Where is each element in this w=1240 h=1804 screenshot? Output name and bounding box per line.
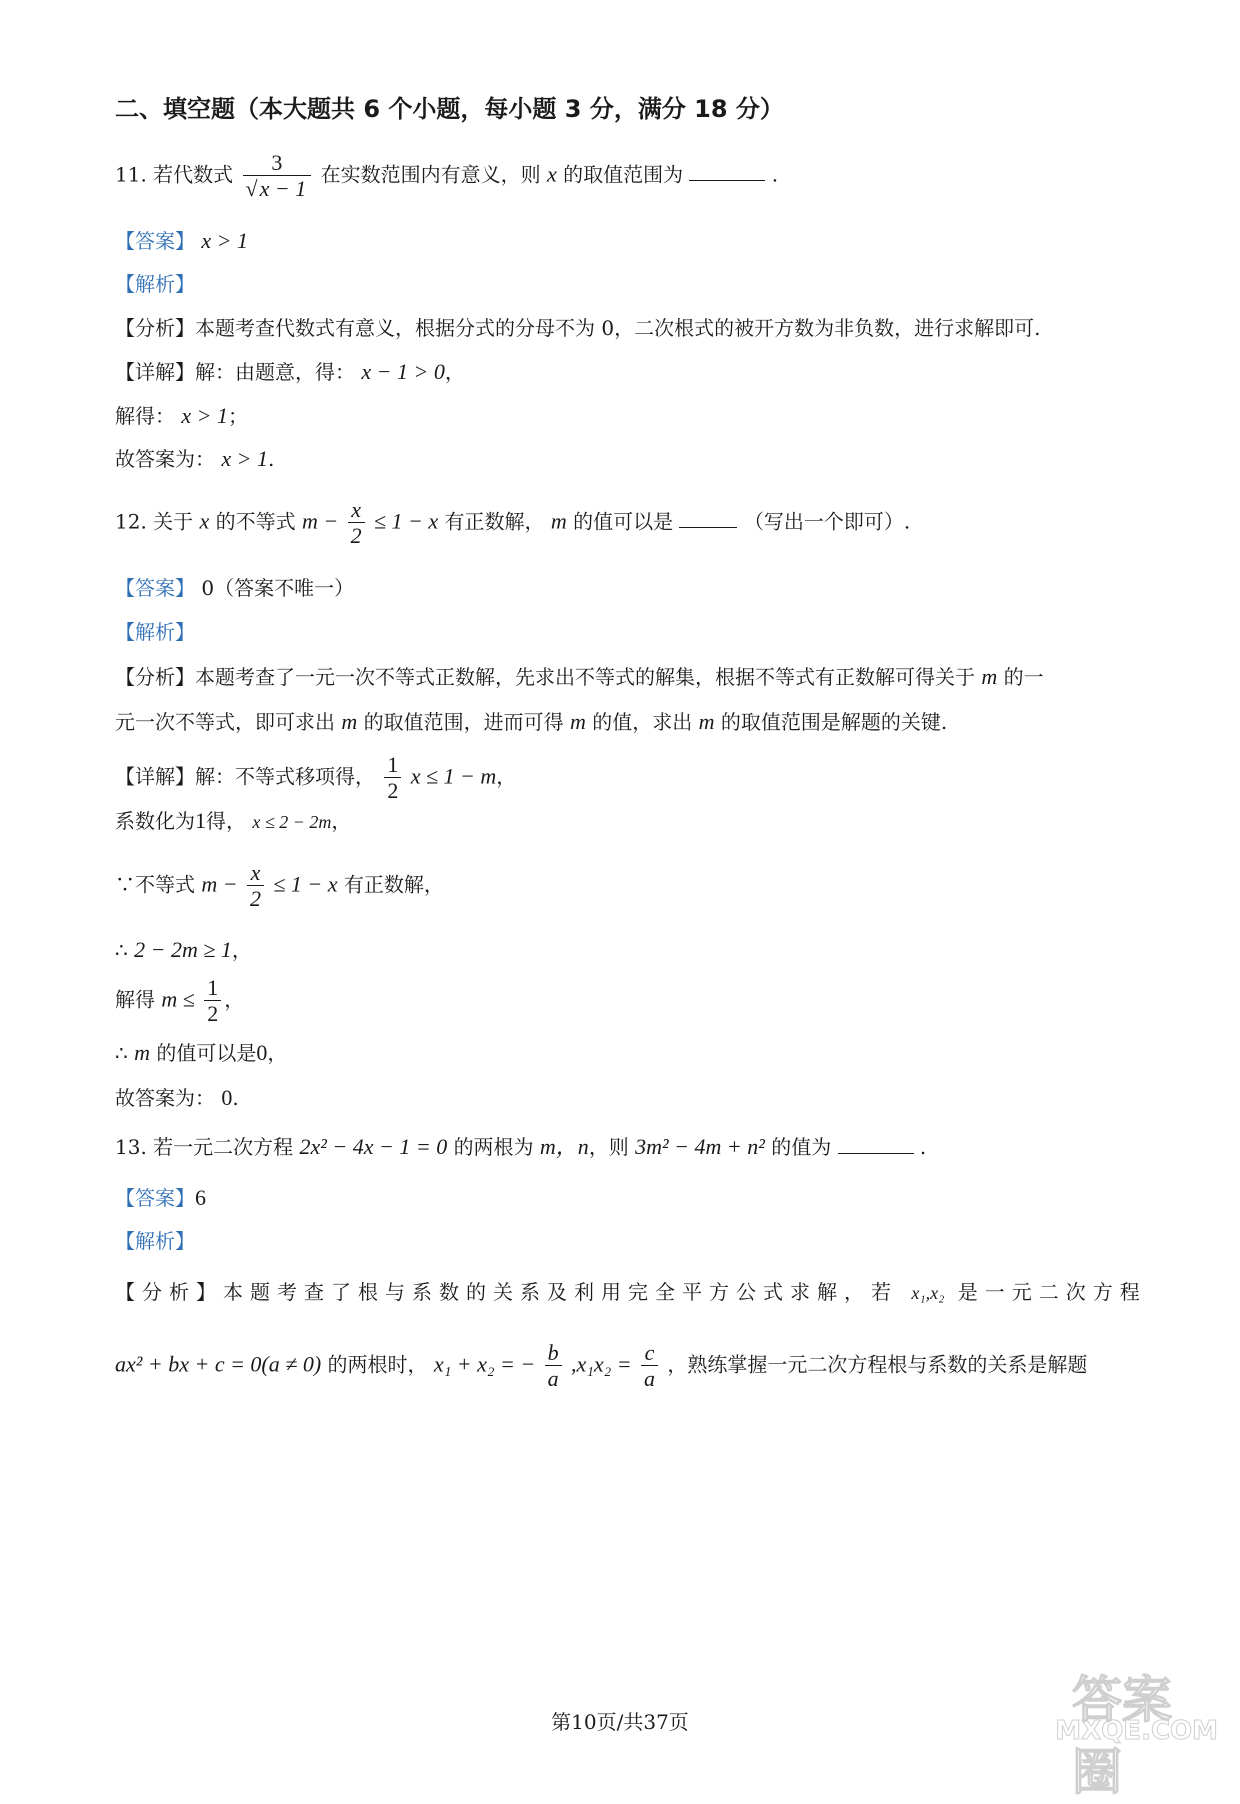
q13-fenxi-line2 <box>115 1340 1130 1392</box>
q11-solve <box>115 403 1130 429</box>
q12-prefix: 关于 <box>153 509 194 534</box>
fenxi-tag: 【分析】 <box>115 1280 223 1304</box>
q11-suffix: 的取值范围为 <box>563 162 684 187</box>
q13-answer: 6 <box>195 1185 206 1210</box>
q13-fenxi-sum-left: x₁ + x₂ = − <box>433 1351 536 1377</box>
answer-tag: 【答案】 <box>115 576 195 600</box>
q13-number: 13. <box>115 1135 147 1159</box>
watermark-bottom: MXQE.COM <box>1055 1716 1218 1746</box>
question-12 <box>115 497 1130 549</box>
q12-solve-frac-bot: 2 <box>207 1001 219 1027</box>
q13-fenxi-line1: 本题考查了根与系数的关系及利用完全平方公式求解，若 <box>223 1280 898 1304</box>
q11-final <box>115 446 1130 472</box>
question-11 <box>115 150 1130 202</box>
q12-therefore1-post: ， <box>231 938 252 962</box>
q12-fenxi-line2-b: 的取值范围，进而可得 <box>363 710 564 734</box>
q12-xj-frac-top: 1 <box>384 752 401 778</box>
q13-fenxi-when: 的两根时， <box>327 1352 428 1377</box>
page-footer: 第10页/共37页 <box>551 1710 689 1734</box>
therefore-icon: ∴ <box>115 938 128 962</box>
q11-var: x <box>546 161 557 187</box>
q13-suffix: 的值为 <box>771 1135 832 1159</box>
q12-because-frac-top: x <box>247 860 264 886</box>
q11-number: 11. <box>115 162 147 187</box>
q12-therefore2-post: ， <box>267 1041 288 1065</box>
q13-sum-top: b <box>545 1340 562 1366</box>
q11-solve-pre: 解得： <box>115 404 175 428</box>
q11-frac-num: 3 <box>243 150 312 176</box>
q11-xiangjie <box>115 359 1130 385</box>
q12-coef-mid: 得， <box>206 809 246 833</box>
answer-tag: 【答案】 <box>115 229 195 253</box>
q11-prefix: 若代数式 <box>153 162 234 187</box>
q13-fenxi-line2-end: ，熟练掌握一元二次方程根与系数的关系是解题 <box>667 1352 1088 1377</box>
q12-final <box>115 1085 1130 1111</box>
answer-blank <box>689 162 765 181</box>
q12-because <box>115 860 1130 912</box>
q11-solve-post: ； <box>227 404 248 428</box>
xiangjie-tag: 【详解】 <box>115 360 195 384</box>
q12-xj-expr: x ≤ 1 − m <box>410 763 497 789</box>
q12-because-frac-bot: 2 <box>249 886 261 912</box>
watermark-top: 答案圈 <box>1072 1671 1172 1801</box>
q12-coef-post: ， <box>331 809 352 833</box>
q12-final-post: . <box>232 1086 239 1110</box>
q12-solve-post: ， <box>224 987 245 1012</box>
q12-therefore1 <box>115 937 1130 963</box>
q12-var: x <box>199 508 210 534</box>
q12-because-right: ≤ 1 − x <box>273 871 338 897</box>
because-icon: ∵ <box>115 872 135 897</box>
q12-xj-post: ， <box>496 764 517 789</box>
q12-fenxi-line2-a: 元一次不等式，即可求出 <box>115 710 335 734</box>
q12-fenxi-line1-end: 的一 <box>1003 665 1044 689</box>
q11-fraction <box>243 150 312 202</box>
q11-xiangjie-pre: 解：由题意，得： <box>195 360 355 384</box>
q12-fenxi-m4: m <box>698 709 715 734</box>
q13-fenxi-prod-left: ,x₁x₂ = <box>570 1351 632 1377</box>
q11-answer-line <box>115 228 1130 254</box>
q11-end: . <box>771 162 779 187</box>
q12-xj-fraction <box>384 752 401 804</box>
q12-coef-pre: 系数化为 <box>115 809 195 833</box>
q12-because-fraction <box>247 860 264 912</box>
q12-solve-expr: m ≤ <box>161 986 195 1012</box>
sqrt-icon: √x − 1 <box>245 176 307 202</box>
q12-answer-line <box>115 576 1130 600</box>
q12-solve-frac-top: 1 <box>204 975 221 1001</box>
q13-sum-fraction <box>545 1340 562 1392</box>
q11-final-expr: x > 1 <box>221 446 268 471</box>
q12-final-pre: 故答案为： <box>115 1086 215 1110</box>
q13-prod-fraction <box>641 1340 658 1392</box>
q12-fenxi-line2-d: 的取值范围是解题的关键. <box>720 710 948 734</box>
xiangjie-tag: 【详解】 <box>115 764 195 789</box>
q12-m: m <box>550 508 567 534</box>
answer-blank <box>679 509 737 528</box>
question-13 <box>115 1134 1130 1160</box>
q12-because-post: 有正数解， <box>343 872 444 897</box>
answer-blank <box>838 1135 914 1154</box>
q11-analysis-tag: 【解析】 <box>115 272 195 296</box>
fenxi-tag: 【分析】 <box>115 665 195 689</box>
watermark-logo <box>1055 1660 1222 1801</box>
q13-answer-line <box>115 1185 1130 1211</box>
q12-fenxi-line2 <box>115 709 1130 735</box>
q13-end: . <box>919 1135 927 1159</box>
q13-prefix: 若一元二次方程 <box>153 1135 294 1159</box>
q13-roots: m，n <box>539 1134 589 1159</box>
q11-answer: x > 1 <box>201 228 248 253</box>
q11-xiangjie-post: ， <box>444 360 465 384</box>
q12-mid3: 的值可以是 <box>573 509 674 534</box>
fenxi-tag: 【分析】 <box>115 316 195 340</box>
q13-prod-top: c <box>641 1340 658 1366</box>
q12-analysis-tag: 【解析】 <box>115 620 195 644</box>
q13-fenxi-line1-end: 是一元二次方程 <box>957 1280 1147 1304</box>
q12-answer: 0（答案不唯一） <box>201 576 355 600</box>
q12-therefore2-m: m <box>134 1040 150 1065</box>
q12-ineq-left: m − <box>302 508 339 534</box>
q12-because-text: 不等式 <box>135 872 195 897</box>
q13-analysis-tag: 【解析】 <box>115 1229 195 1253</box>
q13-fenxi-x1x2: x₁,x₂ <box>911 1283 945 1303</box>
q12-xiangjie-pre: 解：不等式移项得， <box>195 764 375 789</box>
q12-mid2: 有正数解， <box>444 509 545 534</box>
q12-coef <box>115 808 1130 834</box>
q12-fenxi-m2: m <box>341 709 358 734</box>
q11-final-post: . <box>267 447 275 471</box>
q12-therefore2-val: 0 <box>256 1040 268 1065</box>
q13-expr: 3m² − 4m + n² <box>635 1134 765 1159</box>
q13-mid1: 的两根为 <box>453 1135 534 1159</box>
answer-tag: 【答案】 <box>115 1186 195 1210</box>
q13-fenxi-line1 <box>115 1280 1147 1305</box>
q13-sum-bot: a <box>547 1366 559 1392</box>
q12-fenxi-m1: m <box>981 664 998 689</box>
q11-fenxi-text: 本题考查代数式有意义，根据分式的分母不为 0，二次根式的被开方数为非负数，进行求解即可. <box>195 316 1041 340</box>
q11-final-pre: 故答案为： <box>115 447 215 471</box>
q13-equation: 2x² − 4x − 1 = 0 <box>299 1134 448 1159</box>
q13-fenxi-eq: ax² + bx + c = 0(a ≠ 0) <box>115 1351 322 1377</box>
q11-xiangjie-expr: x − 1 > 0 <box>361 359 445 384</box>
q12-solve-fraction <box>204 975 221 1027</box>
q12-ineq-right: ≤ 1 − x <box>373 508 439 534</box>
q12-number: 12. <box>115 509 147 534</box>
q12-therefore2 <box>115 1040 1130 1066</box>
q12-xj-frac-bot: 2 <box>387 778 399 804</box>
q12-solve-pre: 解得 <box>115 987 155 1012</box>
q12-fenxi-m3: m <box>569 709 586 734</box>
q13-prod-bot: a <box>644 1366 655 1392</box>
q12-coef-expr: x ≤ 2 − 2m <box>252 812 332 832</box>
q12-end: （写出一个即可）. <box>743 509 911 534</box>
q12-frac-top: x <box>348 497 365 523</box>
q11-middle: 在实数范围内有意义，则 <box>320 162 541 187</box>
q12-coef-one: 1 <box>195 808 206 833</box>
therefore-icon: ∴ <box>115 1041 128 1065</box>
q11-fenxi <box>115 316 1130 340</box>
q12-fenxi-line2-c: 的值，求出 <box>592 710 693 734</box>
q12-solve <box>115 975 1130 1027</box>
q12-because-left: m − <box>201 871 238 897</box>
q12-xiangjie <box>115 752 1130 804</box>
q12-therefore1-expr: 2 − 2m ≥ 1 <box>134 937 232 962</box>
q11-sqrt-inner: x − 1 <box>259 176 307 202</box>
q12-fraction <box>348 497 365 549</box>
q12-fenxi-line1 <box>115 664 1130 690</box>
q13-mid2: ，则 <box>588 1135 629 1159</box>
q12-final-val: 0 <box>221 1085 233 1110</box>
q12-fenxi-line1: 本题考查了一元一次不等式正数解，先求出不等式的解集，根据不等式有正数解可得关于 <box>195 665 975 689</box>
q12-therefore2-text: 的值可以是 <box>156 1041 257 1065</box>
q12-mid1: 的不等式 <box>215 509 296 534</box>
q11-solve-expr: x > 1 <box>181 403 228 428</box>
q12-frac-bot: 2 <box>350 523 362 549</box>
section-title: 二、填空题（本大题共 6 个小题，每小题 3 分，满分 18 分） <box>115 95 784 123</box>
